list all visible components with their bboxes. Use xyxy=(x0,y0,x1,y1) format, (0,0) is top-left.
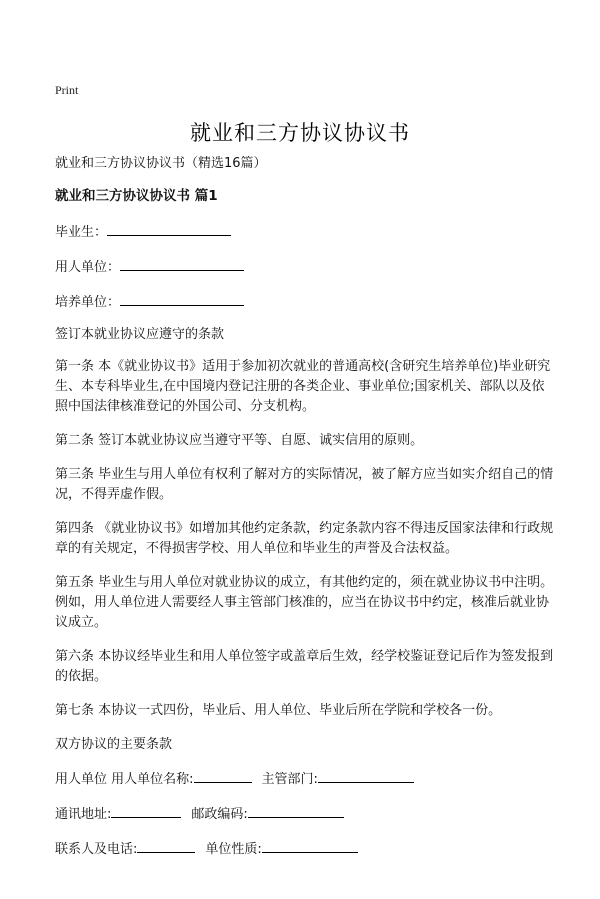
graduate-label: 毕业生： xyxy=(55,225,108,240)
unit-nature-blank xyxy=(262,837,358,853)
document-subtitle: 就业和三方协议协议书（精选16篇） xyxy=(55,156,267,171)
training-unit-field xyxy=(55,290,555,313)
document-body xyxy=(55,154,555,872)
training-unit-blank xyxy=(120,290,244,306)
employer-field xyxy=(55,255,555,278)
supervisor-label: 主管部门: xyxy=(261,772,318,787)
article-5: 第五条 毕业生与用人单位对就业协议的成立，有其他约定的，须在就业协议书中注明。例如，用人单位进人需要经人事主管部门核准的，应当在协议书中约定，核准后就业协议成立。 xyxy=(55,575,554,630)
postcode-label: 邮政编码: xyxy=(191,807,248,822)
employer-blank xyxy=(120,255,244,271)
supervisor-blank xyxy=(318,767,414,783)
graduate-blank xyxy=(107,220,231,236)
employer-name-row xyxy=(55,767,555,790)
contact-row xyxy=(55,837,555,860)
terms-note: 签订本就业协议应遵守的条款 xyxy=(55,327,225,342)
postcode-blank xyxy=(248,802,344,818)
document-title: 就业和三方协议协议书 xyxy=(190,121,410,145)
address-blank xyxy=(111,802,181,818)
employer-name-label: 用人单位 用人单位名称: xyxy=(55,772,194,787)
training-unit-label: 培养单位： xyxy=(55,295,121,310)
unit-nature-label: 单位性质: xyxy=(205,842,262,857)
main-terms-heading: 双方协议的主要条款 xyxy=(55,737,173,752)
article-2: 第二条 签订本就业协议应当遵守平等、自愿、诚实信用的原则。 xyxy=(55,433,424,448)
graduate-field xyxy=(55,220,555,243)
article-1: 第一条 本《就业协议书》适用于参加初次就业的普通高校(含研究生培养单位)毕业研究生、本专科毕业生,在中国境内登记注册的各类企业、事业单位;国家机关、部队以及依照中国法律核准登记的外国公司、分支机构。 xyxy=(55,359,551,414)
article-7: 第七条 本协议一式四份，毕业后、用人单位、毕业后所在学院和学校各一份。 xyxy=(55,703,502,718)
address-label: 通讯地址: xyxy=(55,807,112,822)
employer-name-blank xyxy=(194,767,252,783)
article-4: 第四条 《就业协议书》如增加其他约定条款，约定条款内容不得违反国家法律和行政规章的有关规定，不得损害学校、用人单位和毕业生的声誉及合法权益。 xyxy=(55,521,554,556)
print-label[interactable]: Print xyxy=(55,83,79,97)
employer-label: 用人单位： xyxy=(55,260,121,275)
article-3: 第三条 毕业生与用人单位有权利了解对方的实际情况，被了解方应当如实介绍自己的情况，不得弄虚作假。 xyxy=(55,467,554,502)
address-row xyxy=(55,802,555,825)
contact-blank xyxy=(137,837,195,853)
article-6: 第六条 本协议经毕业生和用人单位签字或盖章后生效，经学校鉴证登记后作为签发报到的依据。 xyxy=(55,649,554,684)
contact-label: 联系人及电话: xyxy=(55,842,138,857)
section-heading: 就业和三方协议协议书 篇1 xyxy=(55,188,218,204)
